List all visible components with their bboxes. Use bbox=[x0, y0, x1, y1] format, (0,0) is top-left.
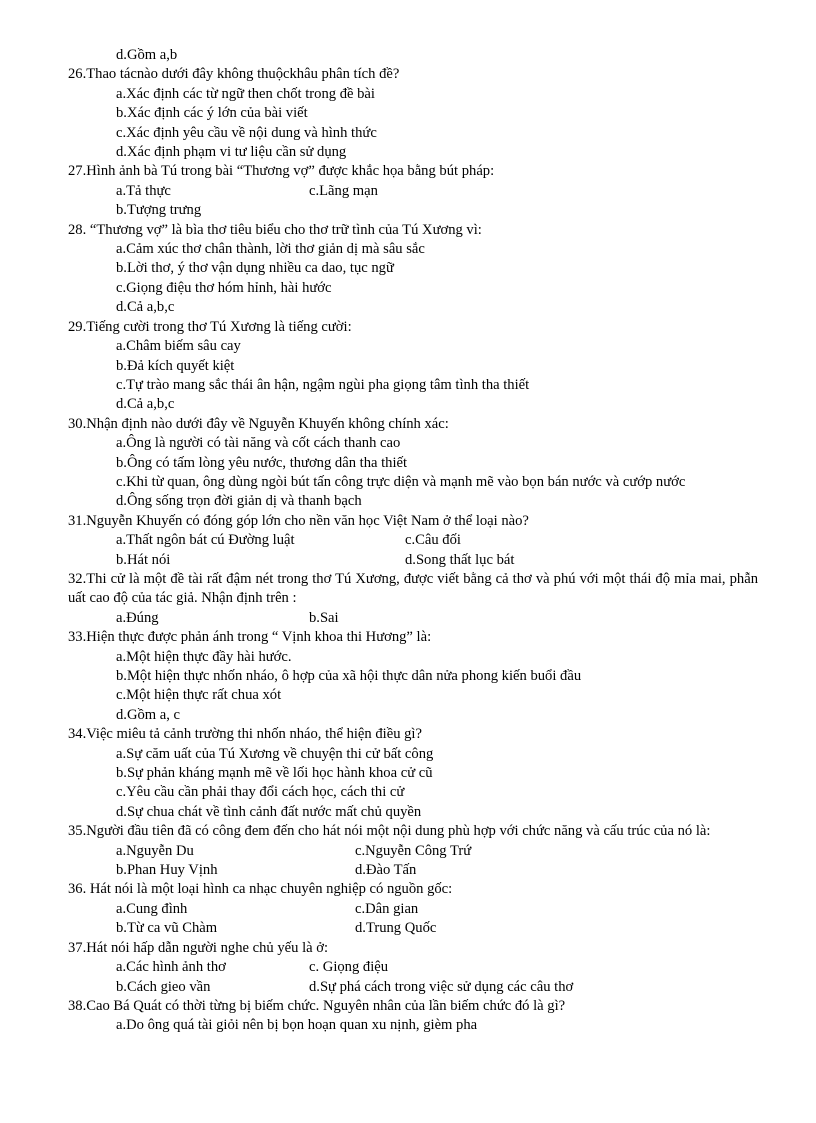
answer-option: d.Gồm a, c bbox=[116, 706, 181, 723]
answer-option: b.Xác định các ý lớn của bài viết bbox=[116, 105, 308, 122]
question-stem: 36. Hát nói là một loại hình ca nhạc chuyên nghiệp có nguồn gốc: bbox=[68, 881, 453, 898]
answer-option: c.Lãng mạn bbox=[309, 182, 378, 199]
answer-option: a.Sự căm uất của Tú Xương về chuyện thi cử bất công bbox=[116, 745, 434, 762]
answer-option: b.Từ ca vũ Chàm bbox=[116, 920, 218, 937]
answer-option: b.Tượng trưng bbox=[116, 202, 202, 219]
question-stem: 35.Người đầu tiên đã có công đem đến cho hát nói một nội dung phù hợp với chức năng và cấu trúc của nó là: bbox=[68, 823, 711, 840]
question-block bbox=[68, 318, 758, 415]
answer-option: d.Trung Quốc bbox=[355, 920, 437, 937]
question-list bbox=[68, 46, 758, 1036]
answer-option: c.Câu đối bbox=[405, 532, 461, 549]
question-stem: 38.Cao Bá Quát có thời từng bị biếm chức. Nguyên nhân của lần biếm chức đó là gì? bbox=[68, 997, 566, 1014]
answer-option-row bbox=[68, 900, 758, 919]
answer-option-row bbox=[68, 958, 758, 977]
answer-option: a.Xác định các từ ngữ then chốt trong đề bài bbox=[116, 85, 375, 102]
question-block bbox=[68, 46, 758, 65]
answer-option: b.Hát nói bbox=[116, 551, 171, 568]
answer-option: b.Lời thơ, ý thơ vận dụng nhiều ca dao, tục ngữ bbox=[116, 260, 394, 277]
answer-option: d.Sự phá cách trong việc sử dụng các câu thơ bbox=[309, 978, 574, 995]
answer-option: b.Đả kích quyết kiệt bbox=[116, 357, 235, 374]
question-stem: 33.Hiện thực được phản ánh trong “ Vịnh khoa thi Hương” là: bbox=[68, 629, 432, 646]
question-block bbox=[68, 512, 758, 570]
answer-option: d.Xác định phạm vi tư liệu cần sử dụng bbox=[116, 144, 347, 161]
answer-option-row bbox=[68, 919, 758, 938]
answer-option: c.Giọng điệu thơ hóm hỉnh, hài hước bbox=[116, 279, 332, 296]
answer-option: a.Đúng bbox=[116, 609, 159, 626]
answer-option: c.Tự trào mang sắc thái ân hận, ngậm ngùi pha giọng tâm tình tha thiết bbox=[116, 376, 530, 393]
answer-option: a.Các hình ảnh thơ bbox=[116, 959, 226, 976]
answer-option: b.Sự phản kháng mạnh mẽ về lối học hành khoa cử cũ bbox=[116, 765, 433, 782]
answer-option: d.Song thất lục bát bbox=[405, 551, 515, 568]
answer-option: a.Cung đình bbox=[116, 900, 188, 917]
question-stem: 26.Thao tácnào dưới đây không thuộckhâu phân tích đề? bbox=[68, 66, 400, 83]
answer-option: d.Cả a,b,c bbox=[116, 299, 175, 316]
answer-option: d.Ông sống trọn đời giản dị và thanh bạch bbox=[116, 493, 362, 510]
answer-option: b.Sai bbox=[309, 609, 339, 626]
answer-option: d.Cả a,b,c bbox=[116, 396, 175, 413]
answer-option: d.Gồm a,b bbox=[116, 47, 178, 63]
question-stem: 28. “Thương vợ” là bìa thơ tiêu biểu cho thơ trữ tình của Tú Xương vì: bbox=[68, 221, 482, 238]
question-stem: 37.Hát nói hấp dẫn người nghe chủ yếu là ở: bbox=[68, 939, 329, 956]
question-block bbox=[68, 880, 758, 938]
question-stem: 31.Nguyễn Khuyến có đóng góp lớn cho nền văn học Việt Nam ở thể loại nào? bbox=[68, 512, 529, 529]
answer-option-row bbox=[68, 842, 758, 861]
question-block bbox=[68, 415, 758, 512]
question-block bbox=[68, 822, 758, 880]
answer-option: c.Yêu cầu cần phải thay đổi cách học, cách thi cử bbox=[116, 784, 405, 801]
answer-option-row bbox=[68, 978, 758, 997]
answer-option-row bbox=[68, 861, 758, 880]
answer-option: b.Phan Huy Vịnh bbox=[116, 862, 218, 879]
answer-option: a.Cảm xúc thơ chân thành, lời thơ giản dị mà sâu sắc bbox=[116, 241, 425, 258]
answer-option-row bbox=[68, 609, 758, 628]
question-block bbox=[68, 162, 758, 220]
answer-option: c.Khi từ quan, ông dùng ngòi bút tấn công trực diện và mạnh mẽ vào bọn bán nước và cướp nước bbox=[116, 473, 686, 490]
answer-option: b.Cách gieo vần bbox=[116, 978, 211, 995]
answer-option: c.Một hiện thực rất chua xót bbox=[116, 687, 282, 704]
answer-option: d.Đào Tấn bbox=[355, 862, 417, 879]
question-block bbox=[68, 628, 758, 725]
answer-option-row bbox=[68, 551, 758, 570]
answer-option: c. Giọng điệu bbox=[309, 959, 389, 976]
answer-option: a.Ông là người có tài năng và cốt cách thanh cao bbox=[116, 435, 401, 452]
answer-option: a.Tả thực bbox=[116, 182, 171, 199]
answer-option: a.Thất ngôn bát cú Đường luật bbox=[116, 532, 295, 549]
question-stem: 32.Thi cử là một đề tài rất đậm nét trong thơ Tú Xương, được viết bằng cả thơ và phú với một thái độ mỉa mai, phẫn uất cao độ của tác giả. Nhận định trên : bbox=[68, 570, 758, 607]
answer-option: d.Sự chua chát về tình cảnh đất nước mất chủ quyền bbox=[116, 803, 422, 820]
answer-option-row bbox=[68, 531, 758, 550]
answer-option: b.Một hiện thực nhốn nháo, ô hợp của xã hội thực dân nửa phong kiến buổi đầu bbox=[116, 668, 582, 684]
answer-option: c.Nguyễn Công Trứ bbox=[355, 842, 472, 859]
answer-option-row bbox=[68, 182, 758, 201]
question-stem: 29.Tiếng cười trong thơ Tú Xương là tiếng cười: bbox=[68, 318, 352, 335]
answer-option: a.Châm biếm sâu cay bbox=[116, 338, 241, 355]
question-block bbox=[68, 221, 758, 318]
answer-option: c.Xác định yêu cầu về nội dung và hình thức bbox=[116, 124, 377, 141]
question-block bbox=[68, 65, 758, 162]
question-block bbox=[68, 939, 758, 997]
answer-option: a.Nguyễn Du bbox=[116, 842, 194, 859]
question-stem: 34.Việc miêu tả cảnh trường thi nhốn nháo, thể hiện điều gì? bbox=[68, 726, 422, 743]
question-block bbox=[68, 570, 758, 628]
answer-option: c.Dân gian bbox=[355, 900, 419, 917]
answer-option: b.Ông có tấm lòng yêu nước, thương dân tha thiết bbox=[116, 454, 408, 471]
question-block bbox=[68, 725, 758, 822]
answer-option: a.Do ông quá tài giỏi nên bị bọn hoạn quan xu nịnh, gièm pha bbox=[116, 1017, 478, 1034]
question-stem: 27.Hình ảnh bà Tú trong bài “Thương vợ” được khắc họa bằng bút pháp: bbox=[68, 163, 495, 180]
question-stem: 30.Nhận định nào dưới đây về Nguyễn Khuyến không chính xác: bbox=[68, 415, 449, 432]
question-block bbox=[68, 997, 758, 1036]
answer-option: a.Một hiện thực đầy hài hước. bbox=[116, 648, 292, 665]
